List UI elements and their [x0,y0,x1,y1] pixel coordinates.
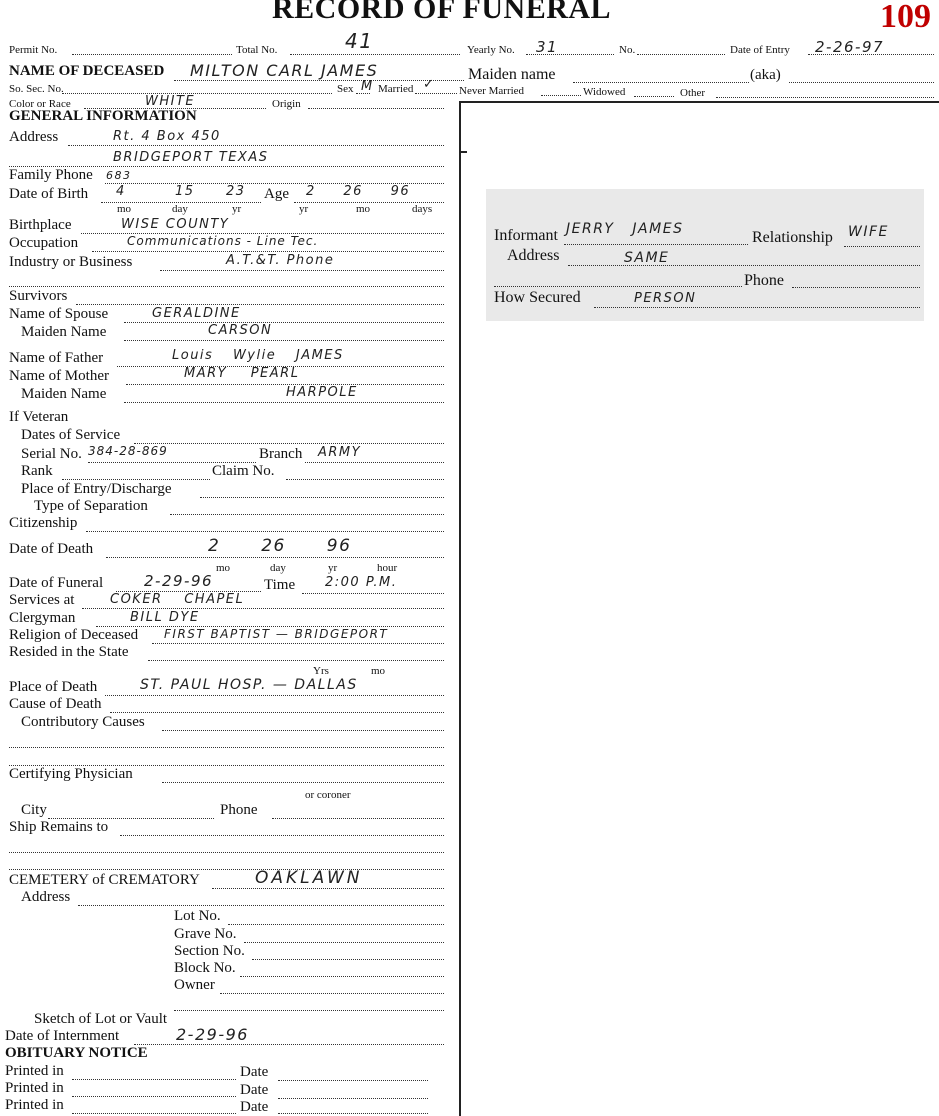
dob-sub-day: day [172,203,188,215]
total-label: Total No. [236,44,278,56]
permit-label: Permit No. [9,44,58,56]
section-label: Section No. [174,943,245,959]
industry-value: A.T.&T. Phone [226,253,335,268]
race-label: Color or Race [9,98,71,110]
printed-date-field-2[interactable] [278,1098,428,1099]
ship-remains-field-3[interactable] [9,869,444,870]
address-value-1: Rt. 4 Box 450 [113,129,221,144]
maiden-name-label: Maiden name [468,66,556,83]
printed-in-field-2[interactable] [72,1096,236,1097]
owner-label: Owner [174,977,215,993]
block-label: Block No. [174,960,236,976]
age-value: 2 26 96 [306,184,411,199]
interment-label: Date of Internment [5,1028,120,1044]
industry-label: Industry or Business [9,254,133,270]
death-place-label: Place of Death [9,679,98,695]
dob-sub-mo: mo [117,203,132,215]
physician-field[interactable] [162,782,444,783]
spouse-maiden-field[interactable] [124,340,444,341]
printed-in-label-2: Printed in [5,1080,64,1096]
date-entry-label: Date of Entry [730,44,790,56]
religion-value: FIRST BAPTIST — BRIDGEPORT [164,627,389,641]
industry-field-2[interactable] [9,286,444,287]
total-value: 41 [345,29,374,53]
interment-field[interactable] [134,1044,444,1045]
how-secured-label: How Secured [494,289,581,306]
city-label: City [21,802,47,818]
printed-date-label-1: Date [240,1064,269,1080]
spouse-maiden-label: Maiden Name [21,324,107,340]
branch-value: ARMY [318,445,362,460]
spouse-maiden-value: CARSON [208,323,273,338]
cause-label: Cause of Death [9,696,102,712]
ship-remains-field[interactable] [120,835,444,836]
funeral-date-value: 2-29-96 [144,572,214,590]
name-field[interactable] [174,80,464,81]
entry-discharge-label: Place of Entry/Discharge [21,481,172,497]
occupation-label: Occupation [9,235,79,251]
aka-field[interactable] [789,82,934,83]
age-label: Age [264,186,289,202]
cemetery-address-label: Address [21,889,71,905]
birthplace-value: WISE COUNTY [121,217,230,232]
informant-phone-field[interactable] [792,287,920,288]
citizenship-label: Citizenship [9,515,78,531]
maiden-name-field[interactable] [573,82,749,83]
dob-year: 23 [226,184,246,199]
veteran-heading: If Veteran [9,409,69,425]
survivors-field[interactable] [76,304,444,305]
lot-field[interactable] [228,924,444,925]
ssn-label: So. Sec. No. [9,83,64,95]
death-date-value: 2 26 96 [208,536,352,556]
informant-field[interactable] [564,244,748,245]
interment-value: 2-29-96 [176,1025,249,1044]
contributory-label: Contributory Causes [21,714,145,730]
block-field[interactable] [240,976,444,977]
claim-field[interactable] [286,479,444,480]
death-place-value: ST. PAUL HOSP. — DALLAS [140,677,358,693]
printed-date-field-1[interactable] [278,1080,428,1081]
ssn-field[interactable] [62,93,332,94]
spouse-field[interactable] [124,322,444,323]
resided-label: Resided in the State [9,644,129,660]
page-number: 109 [880,0,931,35]
occupation-value: Communications - Line Tec. [127,234,319,248]
column-divider [459,102,461,1116]
form-title: RECORD OF FUNERAL [272,0,612,25]
how-secured-value: PERSON [634,291,697,306]
mother-maiden-label: Maiden Name [21,386,107,402]
dob-sub-yr: yr [232,203,242,215]
serial-value: 384-28-869 [88,444,168,458]
father-label: Name of Father [9,350,104,366]
cemetery-field[interactable] [212,888,444,889]
father-value: Louis Wylie JAMES [172,348,344,363]
death-date-field[interactable] [106,557,444,558]
widowed-field[interactable] [634,96,674,97]
resided-sub-yrs: Yrs [313,665,329,677]
relationship-value: WIFE [848,224,889,240]
death-date-label: Date of Death [9,541,94,557]
informant-address-value: SAME [624,250,670,266]
time-label: Time [264,577,296,593]
branch-label: Branch [259,446,303,462]
religion-field[interactable] [152,643,444,644]
informant-box [486,189,924,321]
separation-label: Type of Separation [34,498,148,514]
date-entry-value: 2-26-97 [815,38,885,56]
spouse-label: Name of Spouse [9,306,109,322]
never-married-field[interactable] [541,95,581,96]
relationship-label: Relationship [752,229,833,246]
cemetery-value: OAKLAWN [255,868,363,888]
sex-label: Sex [337,83,354,95]
yearly-value: 31 [536,38,559,56]
mother-maiden-value: HARPOLE [286,385,358,400]
clergyman-label: Clergyman [9,610,76,626]
survivors-label: Survivors [9,288,68,304]
no-label: No. [619,44,636,56]
printed-in-field-1[interactable] [72,1079,236,1080]
total-field[interactable] [290,54,460,55]
printed-in-label-3: Printed in [5,1097,64,1113]
obituary-heading: OBITUARY NOTICE [5,1045,148,1061]
resided-sub-mo: mo [371,665,386,677]
serial-label: Serial No. [21,446,82,462]
age-sub-days: days [412,203,433,215]
mother-label: Name of Mother [9,368,109,384]
informant-address-label: Address [507,247,560,264]
city-phone-label: Phone [220,802,258,818]
time-field[interactable] [302,593,444,594]
citizenship-field[interactable] [86,531,444,532]
printed-date-field-3[interactable] [278,1113,428,1114]
top-divider [459,101,939,103]
entry-discharge-field[interactable] [200,497,444,498]
mother-value: MARY PEARL [184,366,300,381]
ship-remains-label: Ship Remains to [9,819,109,835]
birthplace-label: Birthplace [9,217,72,233]
printed-in-label-1: Printed in [5,1063,64,1079]
section-field[interactable] [252,959,444,960]
other-label: Other [680,87,706,99]
how-secured-field[interactable] [594,307,920,308]
cause-field[interactable] [110,712,444,713]
owner-field-2[interactable] [174,1010,444,1011]
sketch-label: Sketch of Lot or Vault [34,1011,168,1027]
industry-field[interactable] [160,270,444,271]
claim-label: Claim No. [212,463,275,479]
age-sub-mo: mo [356,203,371,215]
funeral-date-label: Date of Funeral [9,575,104,591]
no-field[interactable] [637,54,725,55]
informant-address-field-2[interactable] [494,286,742,287]
rank-field[interactable] [62,479,210,480]
other-field[interactable] [716,97,934,98]
grave-label: Grave No. [174,926,237,942]
mother-maiden-field[interactable] [124,402,444,403]
sex-value: M [361,79,374,94]
service-dates-field[interactable] [134,443,444,444]
family-phone-value: 683 [106,169,132,182]
name-label: NAME OF DECEASED [9,63,165,79]
married-field[interactable] [415,93,457,94]
religion-label: Religion of Deceased [9,627,139,643]
aka-label: (aka) [750,67,781,83]
yearly-label: Yearly No. [467,44,515,56]
informant-phone-label: Phone [744,272,784,289]
grave-field[interactable] [244,942,444,943]
family-phone-label: Family Phone [9,167,93,183]
printed-in-field-3[interactable] [72,1113,236,1114]
address-field-1[interactable] [68,145,444,146]
death-sub-hour: hour [377,562,398,574]
contributory-field-2[interactable] [9,747,444,748]
cemetery-address-field[interactable] [78,905,444,906]
printed-date-label-3: Date [240,1099,269,1115]
permit-field[interactable] [72,54,232,55]
death-sub-mo: mo [216,562,231,574]
physician-label: Certifying Physician [9,766,133,782]
contributory-field[interactable] [162,730,444,731]
death-place-field[interactable] [105,695,444,696]
age-sub-yr: yr [299,203,309,215]
time-value: 2:00 P.M. [325,575,398,590]
informant-label: Informant [494,227,558,244]
name-value: MILTON CARL JAMES [190,61,379,80]
clergyman-value: BILL DYE [130,610,200,625]
owner-field[interactable] [220,993,444,994]
rank-label: Rank [21,463,53,479]
dob-label: Date of Birth [9,186,89,202]
printed-date-label-2: Date [240,1082,269,1098]
widowed-label: Widowed [583,86,626,98]
occupation-field[interactable] [92,251,444,252]
relationship-field[interactable] [844,246,920,247]
coroner-label: or coroner [305,789,351,801]
cemetery-label: CEMETERY of CREMATORY [9,872,200,888]
lot-label: Lot No. [174,908,221,924]
never-married-label: Never Married [459,85,525,97]
separation-field[interactable] [170,514,444,515]
address-value-2: BRIDGEPORT TEXAS [113,150,269,165]
spouse-value: GERALDINE [152,306,241,321]
death-sub-yr: yr [328,562,338,574]
informant-value: JERRY JAMES [566,221,684,237]
death-sub-day: day [270,562,286,574]
services-label: Services at [9,592,75,608]
branch-field[interactable] [305,462,444,463]
services-field[interactable] [82,608,444,609]
origin-label: Origin [272,98,301,110]
informant-address-field[interactable] [568,265,920,266]
race-value: WHITE [145,94,196,109]
service-dates-label: Dates of Service [21,427,121,443]
married-check: ✓ [423,77,436,92]
resided-field[interactable] [148,660,444,661]
mother-field[interactable] [126,384,444,385]
married-label: Married [378,83,414,95]
dob-month: 4 [116,184,126,199]
origin-field[interactable] [308,108,444,109]
address-label: Address [9,129,59,145]
dob-day: 15 [175,184,195,199]
general-info-heading: GENERAL INFORMATION [9,108,197,124]
services-value: COKER CHAPEL [110,592,245,607]
divider-tick [461,151,467,153]
city-phone-field[interactable] [272,818,444,819]
ship-remains-field-2[interactable] [9,852,444,853]
